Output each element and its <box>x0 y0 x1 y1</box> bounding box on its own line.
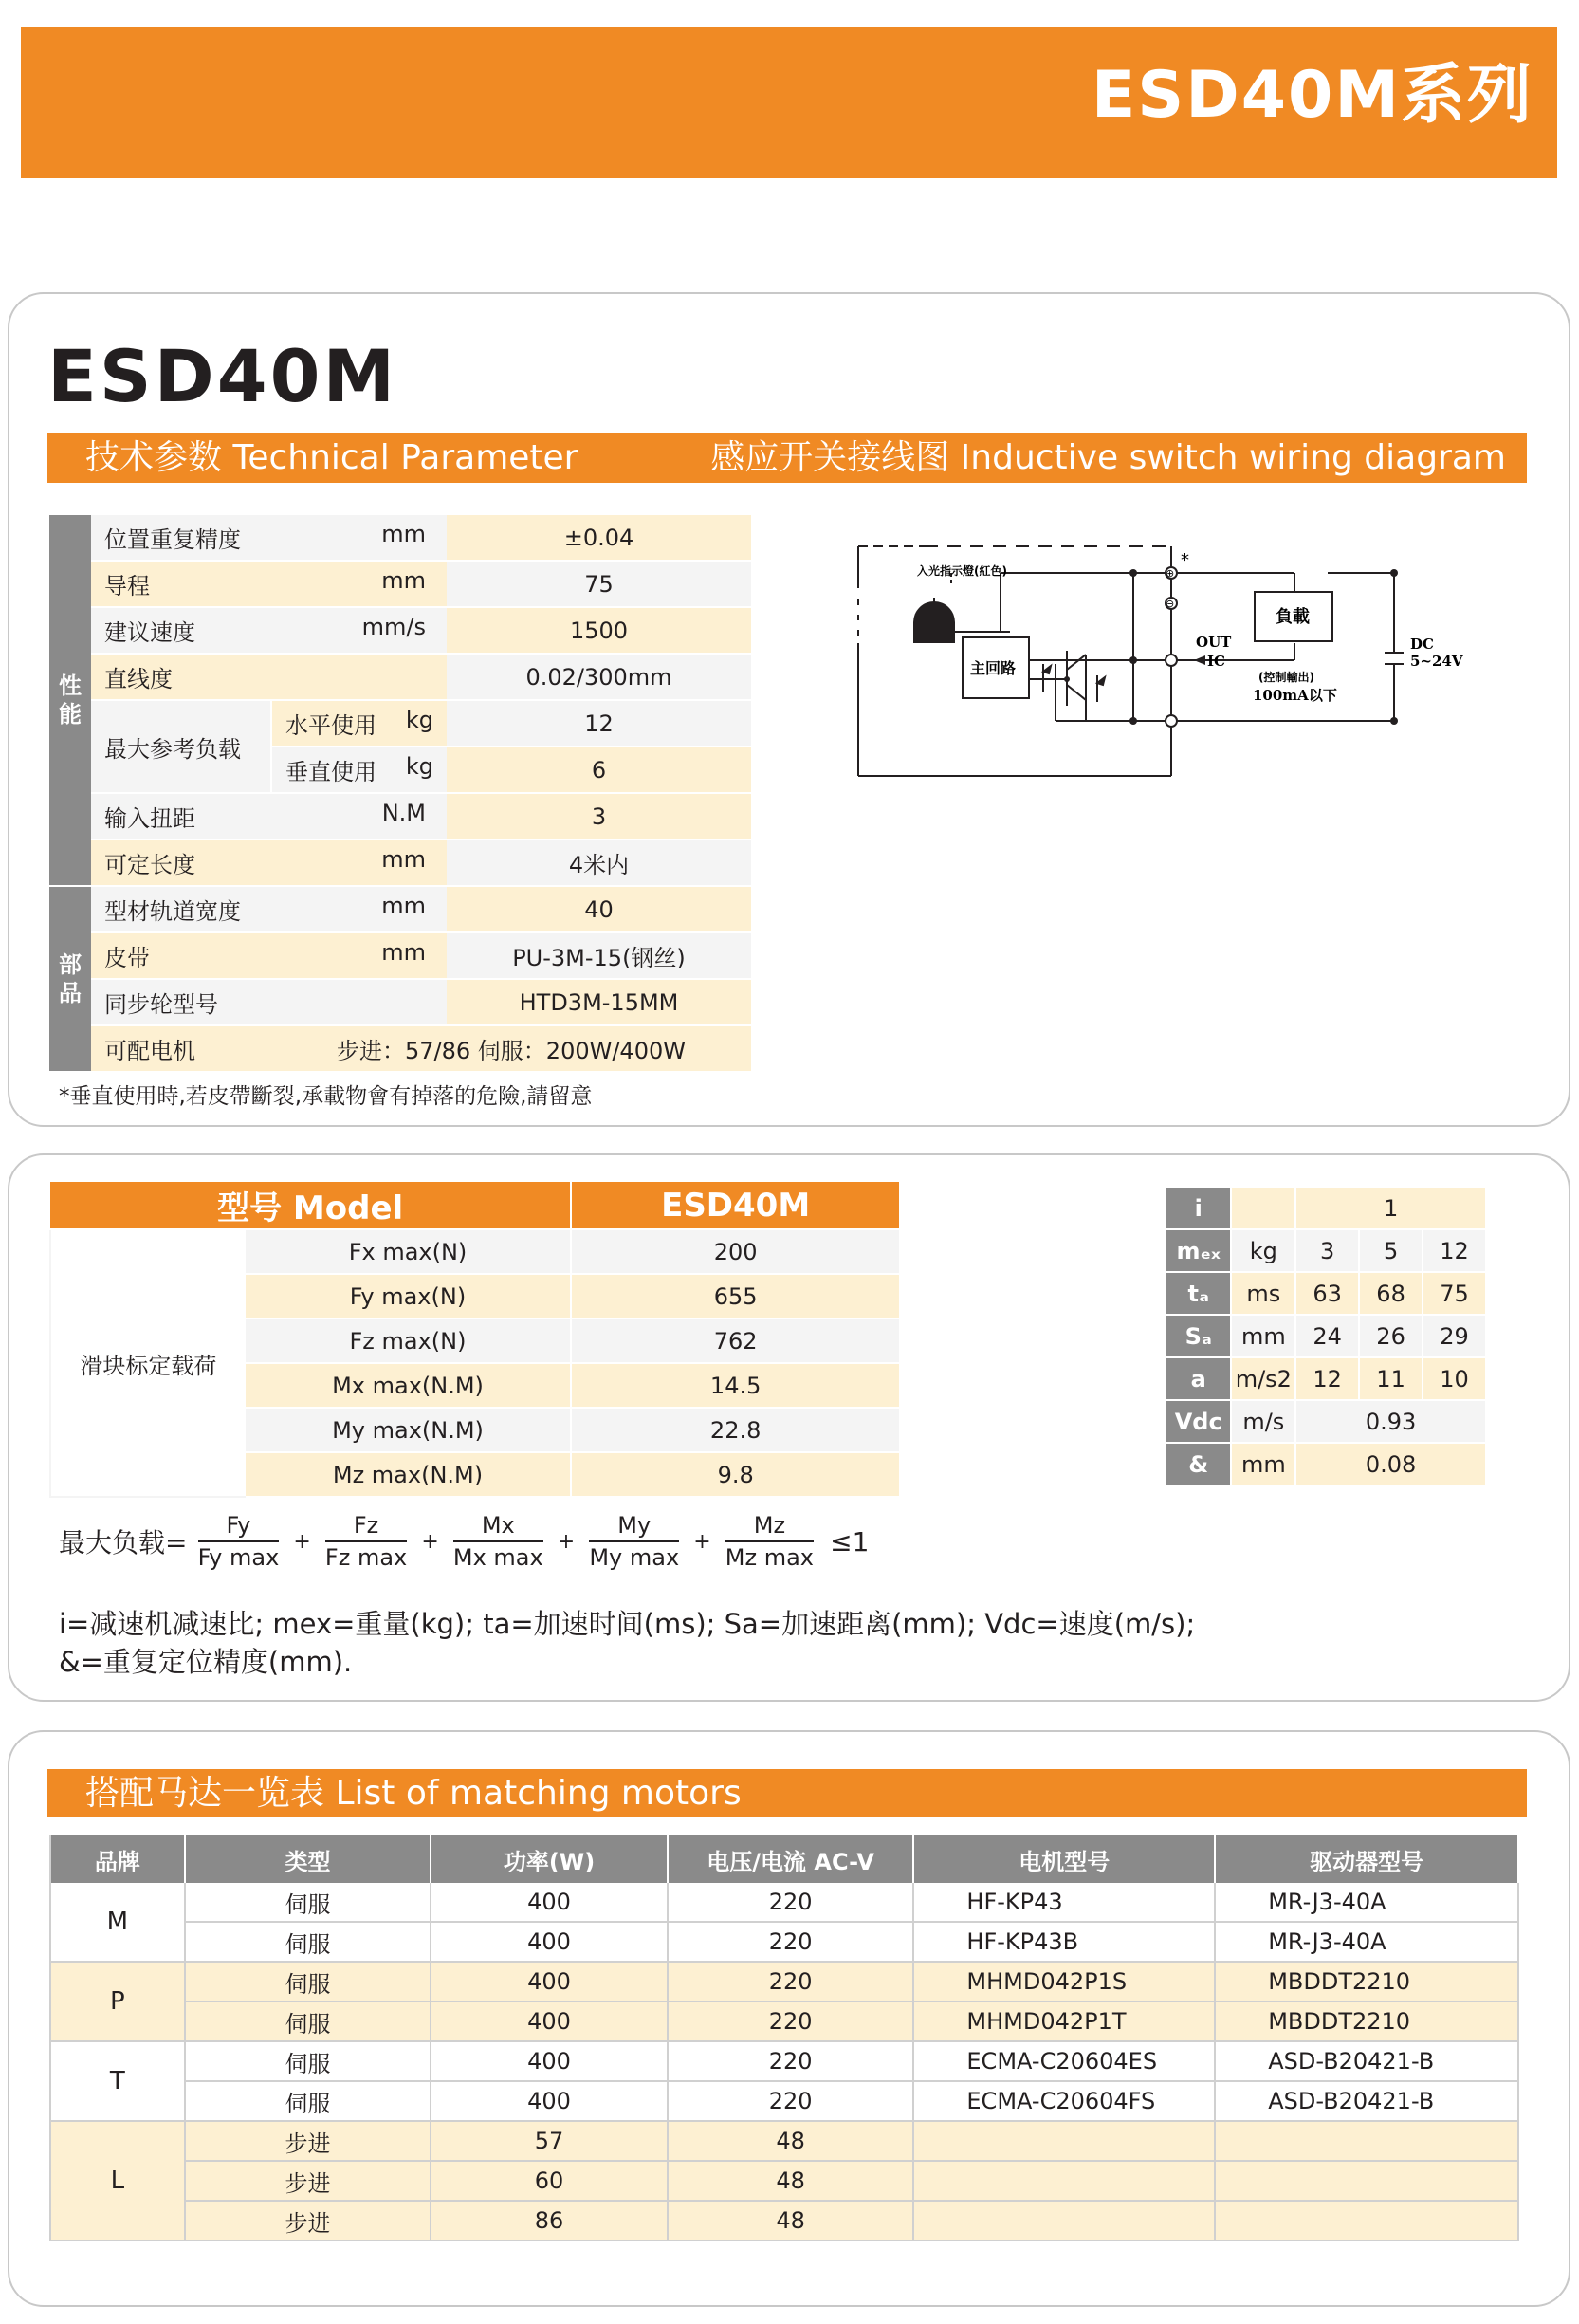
spec-value: 1500 <box>447 607 751 654</box>
brand-cell: L <box>50 2121 185 2241</box>
spec-label: 直线度 <box>104 666 173 692</box>
reducer-table <box>1165 1186 1487 1486</box>
voltage-cell: 220 <box>668 1922 914 1962</box>
i-row <box>1166 1229 1486 1272</box>
spec-row <box>49 607 751 654</box>
motor-cell: MHMD042P1S <box>913 1962 1215 2001</box>
motor-cell <box>913 2121 1215 2161</box>
power-cell: 400 <box>431 2081 668 2121</box>
i-value: 3 <box>1295 1229 1359 1272</box>
spec-value: 40 <box>447 886 751 932</box>
control-output-label: (控制輸出) <box>1258 671 1314 684</box>
formula-term: $\frac{Fy}{\text{Fy max}}$ <box>197 1512 280 1571</box>
type-cell: 伺服 <box>185 1962 431 2001</box>
i-value: 11 <box>1359 1357 1423 1400</box>
driver-cell: MR-J3-40A <box>1215 1883 1518 1922</box>
spec-label: 可配电机 <box>91 1025 271 1072</box>
i-value: 12 <box>1295 1357 1359 1400</box>
motor-cell: ECMA-C20604ES <box>913 2041 1215 2081</box>
spec-value: PU-3M-15(钢丝) <box>447 932 751 979</box>
power-cell: 400 <box>431 1962 668 2001</box>
voltage-label: 5~24V <box>1410 653 1463 670</box>
wiring-star: * <box>1181 550 1189 570</box>
spec-unit: mm <box>381 846 426 873</box>
i-value: 1 <box>1295 1187 1486 1229</box>
driver-cell: MBDDT2210 <box>1215 2001 1518 2041</box>
vertical-use-note: *垂直使用時,若皮帶斷裂,承載物會有掉落的危險,請留意 <box>59 1084 593 1109</box>
group-performance-label: 性能 <box>49 515 91 886</box>
motor-cell <box>913 2161 1215 2201</box>
dc-label: DC <box>1410 636 1434 653</box>
model-param: My max(N.M) <box>246 1408 572 1452</box>
i-row <box>1166 1187 1486 1229</box>
brand-cell: M <box>50 1883 185 1962</box>
type-cell: 步进 <box>185 2201 431 2241</box>
driver-cell <box>1215 2161 1518 2201</box>
i-unit: mm <box>1231 1443 1295 1485</box>
spec-row <box>49 515 751 561</box>
voltage-cell: 220 <box>668 1962 914 2001</box>
table-row <box>50 2001 1518 2041</box>
driver-cell: ASD-B20421-B <box>1215 2081 1518 2121</box>
spec-row <box>49 700 751 747</box>
model-param: Fy max(N) <box>246 1274 572 1319</box>
i-unit: mm <box>1231 1315 1295 1357</box>
model-value: 14.5 <box>571 1363 899 1408</box>
model-value: 200 <box>571 1229 899 1274</box>
motor-cell: HF-KP43 <box>913 1883 1215 1922</box>
formula-plus: + <box>421 1529 439 1554</box>
wiring-plus: ⊕ <box>1166 567 1175 580</box>
i-key: Vdc <box>1166 1400 1231 1443</box>
spec-unit: mm <box>381 939 426 966</box>
formula-term: $\frac{Fz}{\text{Fz max}}$ <box>324 1512 408 1571</box>
formula-plus: + <box>293 1529 311 1554</box>
spec-unit: mm <box>381 567 426 594</box>
col-type: 类型 <box>185 1835 431 1883</box>
spec-row <box>49 979 751 1025</box>
i-row <box>1166 1443 1486 1485</box>
section-bar-motors <box>47 1769 1527 1817</box>
model-param: Fz max(N) <box>246 1319 572 1363</box>
spec-unit: kg <box>405 707 433 733</box>
spec-row <box>49 839 751 886</box>
type-cell: 伺服 <box>185 2041 431 2081</box>
spec-row <box>49 561 751 607</box>
power-cell: 57 <box>431 2121 668 2161</box>
voltage-cell: 220 <box>668 2001 914 2041</box>
model-row <box>50 1229 899 1274</box>
wiring-minus: ⊖ <box>1166 598 1175 610</box>
wiring-diagram-title: 感应开关接线图 Inductive switch wiring diagram <box>710 438 1506 477</box>
voltage-cell: 48 <box>668 2121 914 2161</box>
main-circuit-label: 主回路 <box>970 659 1017 677</box>
model-value: 9.8 <box>571 1452 899 1497</box>
spec-label: 型材轨道宽度 <box>104 898 241 925</box>
spec-unit: N.M <box>381 800 426 826</box>
i-value: 0.08 <box>1295 1443 1486 1485</box>
table-row <box>50 1922 1518 1962</box>
motors-table <box>49 1835 1519 2241</box>
indicator-label: 入光指示燈(紅色) <box>917 564 1007 578</box>
i-unit: ms <box>1231 1272 1295 1315</box>
i-value: 24 <box>1295 1315 1359 1357</box>
formula-plus: + <box>693 1529 711 1554</box>
legend-line-2: &=重复定位精度(mm). <box>59 1646 353 1678</box>
i-value: 5 <box>1359 1229 1423 1272</box>
model-header-value: ESD40M <box>571 1182 899 1229</box>
i-unit: m/s2 <box>1231 1357 1295 1400</box>
col-power: 功率(W) <box>431 1835 668 1883</box>
model-header-label: 型号 Model <box>50 1182 571 1229</box>
i-value: 68 <box>1359 1272 1423 1315</box>
formula-plus: + <box>557 1529 576 1554</box>
tech-parameter-title: 技术参数 Technical Parameter <box>85 438 578 477</box>
i-row <box>1166 1357 1486 1400</box>
table-row <box>50 2201 1518 2241</box>
spec-label: 建议速度 <box>104 619 195 646</box>
motors-title: 搭配马达一览表 List of matching motors <box>85 1774 742 1813</box>
col-driver-model: 驱动器型号 <box>1215 1835 1518 1883</box>
type-cell: 伺服 <box>185 1922 431 1962</box>
i-row <box>1166 1400 1486 1443</box>
i-unit <box>1231 1187 1295 1229</box>
model-value: 762 <box>571 1319 899 1363</box>
formula-prefix: 最大负载= <box>59 1527 188 1559</box>
driver-cell <box>1215 2121 1518 2161</box>
spec-value: 75 <box>447 561 751 607</box>
spec-sublabel: 垂直使用 <box>285 759 376 785</box>
max-load-formula <box>59 1510 869 1573</box>
spec-unit: mm/s <box>361 614 426 640</box>
model-param: Fx max(N) <box>246 1229 572 1274</box>
legend-line-1: i=减速机减速比; mex=重量(kg); ta=加速时间(ms); Sa=加速距离(mm); Vdc=速度(m/s); <box>59 1608 1196 1640</box>
voltage-cell: 220 <box>668 1883 914 1922</box>
i-key: a <box>1166 1357 1231 1400</box>
formula-term: $\frac{Mx}{\text{Mx max}}$ <box>452 1512 543 1571</box>
voltage-cell: 220 <box>668 2081 914 2121</box>
i-key: Sₐ <box>1166 1315 1231 1357</box>
spec-label: 导程 <box>104 573 150 599</box>
formula-term: $\frac{My}{\text{My max}}$ <box>589 1512 680 1571</box>
load-label: 負載 <box>1276 607 1310 627</box>
i-value: 12 <box>1423 1229 1486 1272</box>
slider-load-label: 滑块标定载荷 <box>50 1229 246 1497</box>
driver-cell: MBDDT2210 <box>1215 1962 1518 2001</box>
i-row <box>1166 1315 1486 1357</box>
motor-cell <box>913 2201 1215 2241</box>
series-title: ESD40M系列 <box>1091 58 1533 133</box>
i-value: 26 <box>1359 1315 1423 1357</box>
model-value: 655 <box>571 1274 899 1319</box>
wiring-diagram <box>849 531 1465 787</box>
motor-cell: ECMA-C20604FS <box>913 2081 1215 2121</box>
model-param: Mz max(N.M) <box>246 1452 572 1497</box>
i-key: mₑₓ <box>1166 1229 1231 1272</box>
spec-row <box>49 793 751 839</box>
formula-suffix: ≤1 <box>830 1525 870 1558</box>
i-key: & <box>1166 1443 1231 1485</box>
col-brand: 品牌 <box>50 1835 185 1883</box>
spec-row <box>49 1025 751 1072</box>
spec-value: 3 <box>447 793 751 839</box>
motor-cell: MHMD042P1T <box>913 2001 1215 2041</box>
spec-unit: kg <box>405 753 433 780</box>
spec-row <box>49 654 751 700</box>
spec-row <box>49 886 751 932</box>
spec-value: HTD3M-15MM <box>447 979 751 1025</box>
spec-label: 输入扭距 <box>104 805 195 832</box>
table-row <box>50 2121 1518 2161</box>
table-row <box>50 1962 1518 2001</box>
group-parts-label: 部品 <box>49 886 91 1072</box>
spec-sublabel: 水平使用 <box>285 712 376 739</box>
i-value: 63 <box>1295 1272 1359 1315</box>
spec-unit: mm <box>381 521 426 547</box>
power-cell: 400 <box>431 2041 668 2081</box>
model-value: 22.8 <box>571 1408 899 1452</box>
table-row <box>50 2041 1518 2081</box>
spec-value: 6 <box>447 747 751 793</box>
i-row <box>1166 1272 1486 1315</box>
spec-table-wrap <box>49 515 751 1073</box>
ic-label: IC <box>1207 653 1225 670</box>
driver-cell: MR-J3-40A <box>1215 1922 1518 1962</box>
spec-label: 最大参考负载 <box>91 700 271 793</box>
col-motor-model: 电机型号 <box>913 1835 1215 1883</box>
table-row <box>50 1883 1518 1922</box>
i-table-wrap <box>1165 1186 1487 1486</box>
spec-value: ±0.04 <box>447 515 751 561</box>
type-cell: 步进 <box>185 2121 431 2161</box>
model-table-wrap <box>49 1182 899 1498</box>
power-cell: 60 <box>431 2161 668 2201</box>
i-key: tₐ <box>1166 1272 1231 1315</box>
driver-cell <box>1215 2201 1518 2241</box>
voltage-cell: 220 <box>668 2041 914 2081</box>
power-cell: 400 <box>431 1922 668 1962</box>
model-param: Mx max(N.M) <box>246 1363 572 1408</box>
current-label: 100mA以下 <box>1253 687 1337 704</box>
i-unit: kg <box>1231 1229 1295 1272</box>
spec-label: 皮带 <box>104 945 150 971</box>
i-value: 29 <box>1423 1315 1486 1357</box>
i-key: i <box>1166 1187 1231 1229</box>
type-cell: 伺服 <box>185 1883 431 1922</box>
col-voltage: 电压/电流 AC-V <box>668 1835 914 1883</box>
i-value: 10 <box>1423 1357 1486 1400</box>
motor-cell: HF-KP43B <box>913 1922 1215 1962</box>
power-cell: 86 <box>431 2201 668 2241</box>
type-cell: 步进 <box>185 2161 431 2201</box>
out-label: OUT <box>1196 634 1232 651</box>
formula-term: $\frac{Mz}{\text{Mz max}}$ <box>725 1512 815 1571</box>
table-row <box>50 2161 1518 2201</box>
section-bar-tech <box>47 433 1527 483</box>
spec-row <box>49 932 751 979</box>
table-row <box>50 2081 1518 2121</box>
type-cell: 伺服 <box>185 2081 431 2121</box>
spec-table <box>49 515 751 1073</box>
brand-cell: T <box>50 2041 185 2121</box>
spec-label: 可定长度 <box>104 852 195 878</box>
spec-unit: mm <box>381 893 426 919</box>
spec-value: 步进：57/86 伺服：200W/400W <box>271 1025 751 1072</box>
i-value: 0.93 <box>1295 1400 1486 1443</box>
spec-label: 位置重复精度 <box>104 526 241 553</box>
type-cell: 伺服 <box>185 2001 431 2041</box>
driver-cell: ASD-B20421-B <box>1215 2041 1518 2081</box>
spec-value: 4米内 <box>447 839 751 886</box>
model-table <box>49 1182 899 1498</box>
voltage-cell: 48 <box>668 2201 914 2241</box>
i-value: 75 <box>1423 1272 1486 1315</box>
i-unit: m/s <box>1231 1400 1295 1443</box>
spec-value: 12 <box>447 700 751 747</box>
motors-table-wrap <box>49 1835 1519 2241</box>
brand-cell: P <box>50 1962 185 2041</box>
product-title: ESD40M <box>47 334 398 418</box>
power-cell: 400 <box>431 2001 668 2041</box>
power-cell: 400 <box>431 1883 668 1922</box>
voltage-cell: 48 <box>668 2161 914 2201</box>
spec-label: 同步轮型号 <box>104 991 218 1018</box>
spec-value: 0.02/300mm <box>447 654 751 700</box>
